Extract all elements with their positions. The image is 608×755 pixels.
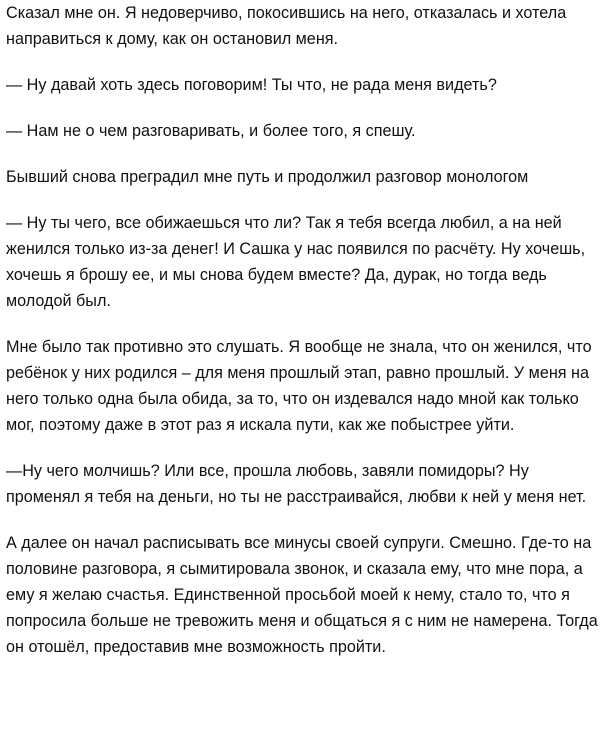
paragraph-4: Бывший снова преградил мне путь и продолжил разговор монологом [6, 168, 529, 186]
paragraph-3: — Нам не о чем разговаривать, и более того, я спешу. [6, 122, 416, 140]
paragraph-6: Мне было так противно это слушать. Я вообще не знала, что он женился, что ребёнок у них родился – для меня прошлый этап, равно прошлый. У меня на него только одна была обида, за то, что он издевался надо мной как только мог, поэтому даже в этот раз я искала пути, как же побыстрее уйти. [6, 338, 592, 434]
paragraph-2: — Ну давай хоть здесь поговорим! Ты что, не рада меня видеть? [6, 76, 497, 94]
paragraph-1: Сказал мне он. Я недоверчиво, покосившись на него, отказалась и хотела направиться к дому, как он остановил меня. [6, 4, 567, 48]
paragraph-8: А далее он начал расписывать все минусы своей супруги. Смешно. Где-то на половине разговора, я сымитировала звонок, и сказала ему, что мне пора, а ему я желаю счастья. Единственной просьбой моей к нему, стало то, что я попросила больше не тревожить меня и общаться я с ним не намерена. Тогда он отошёл, предоставив мне возможность пройти. [6, 534, 598, 656]
paragraph-5: — Ну ты чего, все обижаешься что ли? Так я тебя всегда любил, а на ней женился только из-за денег! И Сашка у нас появился по расчёту. Ну хочешь, хочешь я брошу ее, и мы снова будем вместе? Да, дурак, но тогда ведь молодой был. [6, 214, 586, 310]
article-body [6, 0, 602, 680]
paragraph-7: —Ну чего молчишь? Или все, прошла любовь, завяли помидоры? Ну променял я тебя на деньги, но ты не расстраивайся, любви к ней у меня нет. [6, 462, 587, 506]
